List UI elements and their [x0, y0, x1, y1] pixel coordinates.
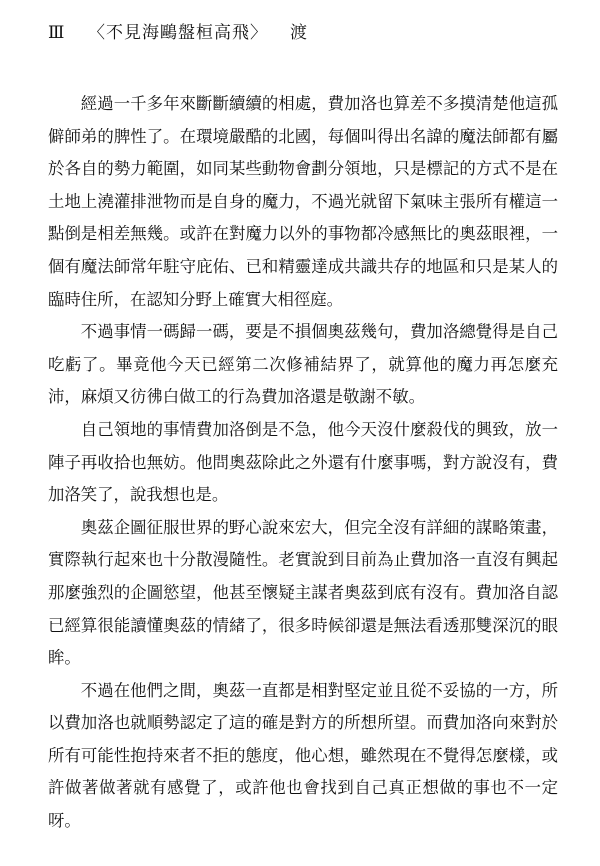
chapter-header	[48, 22, 568, 44]
paragraph: 不過事情一碼歸一碼，要是不損個奧茲幾句，費加洛總覺得是自己吃虧了。畢竟他今天已經第二次修補結界了，就算他的魔力再怎麼充沛，麻煩又彷彿白做工的行為費加洛還是敬謝不敏。	[48, 322, 558, 407]
body-text	[48, 88, 558, 838]
chapter-subtitle: 渡	[290, 23, 308, 43]
paragraph: 經過一千多年來斷斷續續的相處，費加洛也算差不多摸清楚他這孤僻師弟的脾性了。在環境嚴酷的北國，每個叫得出名諱的魔法師都有屬於各自的勢力範圍，如同某些動物會劃分領地，只是標記的方式不是在土地上澆灌排泄物而是自身的魔力，不過光就留下氣味主張所有權這一點倒是相差無幾。或許在對魔力以外的事物都冷感無比的奧茲眼裡，一個有魔法師常年駐守庇佑、已和精靈達成共識共存的地區和只是某人的臨時住所，在認知分野上確實大相徑庭。	[48, 94, 558, 309]
paragraph: 奧茲企圖征服世界的野心說來宏大，但完全沒有詳細的謀略策畫，實際執行起來也十分散漫隨性。老實說到目前為止費加洛一直沒有興起那麼強烈的企圖慾望，他甚至懷疑主謀者奧茲到底有沒有。費加洛自認已經算很能讀懂奧茲的情緒了，很多時候卻還是無法看透那雙深沉的眼眸。	[48, 517, 558, 668]
section-number: Ⅲ	[48, 23, 66, 43]
paragraph: 不過在他們之間，奧茲一直都是相對堅定並且從不妥協的一方，所以費加洛也就順勢認定了這的確是對方的所想所望。而費加洛向來對於所有可能性抱持來者不拒的態度，他心想，雖然現在不覺得怎麼樣，或許做著做著就有感覺了，或許他也會找到自己真正想做的事也不一定呀。	[48, 680, 558, 831]
chapter-title: 〈不見海鷗盤桓高飛〉	[88, 23, 268, 43]
paragraph: 自己領地的事情費加洛倒是不急，他今天沒什麼殺伐的興致，放一陣子再收拾也無妨。他問奧茲除此之外還有什麼事嗎，對方說沒有，費加洛笑了，說我想也是。	[48, 419, 558, 505]
